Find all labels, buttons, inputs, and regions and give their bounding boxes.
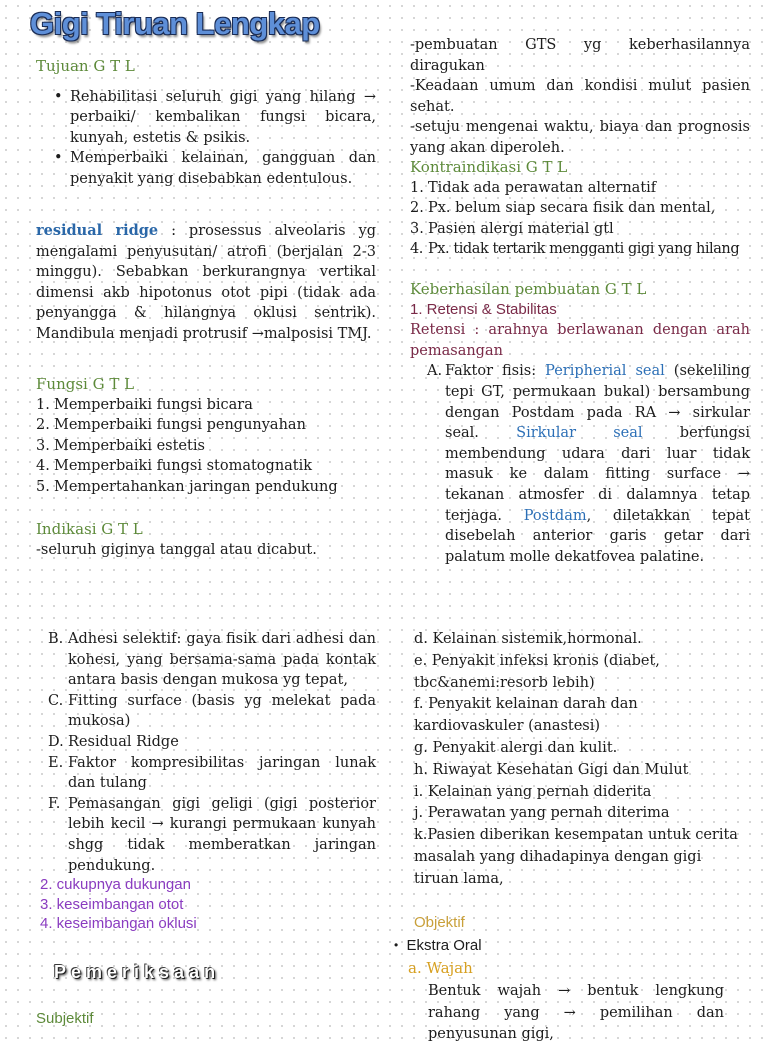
subjektif-heading: Subjektif xyxy=(36,1010,94,1027)
kontraindikasi-heading: Kontraindikasi G T L xyxy=(410,158,568,176)
indikasi-section xyxy=(36,519,376,560)
list-item: 4. Px. tidak tertarik mengganti gigi yang hilang xyxy=(410,241,740,258)
tujuan-item: • Rehabilitasi seluruh gigi yang hilang → perbaiki/ kembalikan fungsi bicara, kunyah, estetis & psikis. xyxy=(44,87,376,149)
list-item: 3. keseimbangan otot xyxy=(40,895,184,913)
list-item: d. Kelainan sistemik,hormonal. xyxy=(414,631,642,647)
list-item: 5. Mempertahankan jaringan pendukung xyxy=(36,478,338,495)
keberhasilan-section xyxy=(410,279,750,567)
list-item: B. Adhesi selektif: gaya fisik dari adhesi dan kohesi, yang bersama-sama pada kontak antara basis dengan mukosa yg tepat, xyxy=(48,631,376,689)
fungsi-section xyxy=(36,374,376,498)
fungsi-heading: Fungsi G T L xyxy=(36,375,135,393)
tujuan-heading: Tujuan G T L xyxy=(36,57,135,75)
list-item: e. Penyakit infeksi kronis (diabet, tbc&anemi:resorb lebih) xyxy=(414,652,660,691)
purple-list xyxy=(40,875,360,934)
text-line: -setuju mengenai waktu, biaya dan prognosis yang akan diperoleh. xyxy=(410,119,750,156)
list-item: F. Pemasangan gigi geligi (gigi posterior lebih kecil → kurangi permukaan kunyah shgg tidak memberatkan jaringan pendukung. xyxy=(48,795,376,874)
list-item: i. Kelainan yang pernah diderita xyxy=(414,783,652,800)
page-title: Gigi Tiruan Lengkap xyxy=(30,6,320,41)
faktor-fisis-item: A. Faktor fisis: Peripherial seal (sekeliling tepi GT, permukaan bukal) bersambung dengan Postdam pada RA → sirkular seal. Sirkular seal berfungsi membendung udara dari luar tidak masuk ke dalam fitting surface → tekanan atmosfer di dalamnya tetap terjaga. Postdam, diletakkan tepat disebelah anterior garis getar dari palatum molle dekatfovea palatine. xyxy=(427,363,751,565)
list-item: D. Residual Ridge xyxy=(48,733,179,750)
text-line: -Keadaan umum dan kondisi mulut pasien sehat. xyxy=(410,78,750,115)
list-item: g. Penyakit alergi dan kulit. xyxy=(414,739,618,756)
list-item: k.Pasien diberikan kesempatan untuk cerita masalah yang dihadapinya dengan gigi tiruan lama, xyxy=(414,827,738,887)
wajah-text: Bentuk wajah → bentuk lengkung rahang yang → pemilihan dan penyusunan gigi, xyxy=(428,983,724,1042)
tujuan-item: • Memperbaiki kelainan, gangguan dan penyakit yang disebabkan edentulous. xyxy=(44,148,376,189)
lower-right-section xyxy=(414,629,744,891)
residual-ridge-text: : prosessus alveolaris yg mengalami penyusutan/ atrofi (berjalan 2-3 minggu). Sebabkan berkurangnya vertikal dimensi akb hipotonus otot pipi (tidak ada penyangga & hilangnya oklusi sentrik). Mandibula menjadi protrusif →malposisi TMJ. xyxy=(36,223,376,342)
retensi-stabilitas-heading: 1. Retensi & Stabilitas xyxy=(410,300,557,318)
ekstra-oral-label: Ekstra Oral xyxy=(406,937,482,954)
list-item: 1. Memperbaiki fungsi bicara xyxy=(36,396,253,413)
right-top-section xyxy=(410,35,750,159)
wajah-heading: a. Wajah xyxy=(408,959,473,977)
retensi-definition: Retensi : arahnya berlawanan dengan arah pemasangan xyxy=(410,322,750,359)
postdam-term: Postdam xyxy=(523,507,587,524)
list-item: h. Riwayat Kesehatan Gigi dan Mulut xyxy=(414,761,689,778)
residual-ridge-term: residual ridge xyxy=(36,222,159,239)
list-item: 3. Memperbaiki estetis xyxy=(36,437,205,454)
list-item: 2. cukupnya dukungan xyxy=(40,876,191,893)
residual-ridge-paragraph xyxy=(36,221,376,345)
list-item: 2. Memperbaiki fungsi pengunyahan xyxy=(36,417,306,434)
lower-left-section xyxy=(48,629,376,876)
keberhasilan-heading: Keberhasilan pembuatan G T L xyxy=(410,280,647,298)
list-item: 4. Memperbaiki fungsi stomatognatik xyxy=(36,458,313,475)
list-item: f. Penyakit kelainan darah dan kardiovaskuler (anastesi) xyxy=(414,696,638,735)
sirkular-seal-term: Sirkular seal xyxy=(516,425,643,442)
list-item: 3. Pasien alergi material gtl xyxy=(410,220,614,237)
peripherial-seal-term: Peripherial seal xyxy=(545,363,665,380)
list-item: 4. keseimbangan oklusi xyxy=(40,915,197,933)
list-item: j. Perawatan yang pernah diterima xyxy=(414,805,670,822)
indikasi-line: -seluruh giginya tanggal atau dicabut. xyxy=(36,541,317,558)
text-line: -pembuatan GTS yg keberhasilannya diragukan xyxy=(410,37,750,74)
list-item: C. Fitting surface (basis yg melekat pada mukosa) xyxy=(48,692,376,730)
indikasi-heading: Indikasi G T L xyxy=(36,520,143,538)
list-item: 2. Px. belum siap secara fisik dan mental, xyxy=(410,200,716,217)
list-item: 1. Tidak ada perawatan alternatif xyxy=(410,179,657,196)
pemeriksaan-heading: Pemeriksaan xyxy=(54,962,221,982)
kontraindikasi-section xyxy=(410,157,755,260)
objektif-heading: Objektif xyxy=(414,914,465,931)
list-item: E. Faktor kompresibilitas jaringan lunak dan tulang xyxy=(48,754,376,792)
ekstra-oral-item: • Ekstra Oral xyxy=(394,937,482,954)
tujuan-section xyxy=(36,56,376,190)
